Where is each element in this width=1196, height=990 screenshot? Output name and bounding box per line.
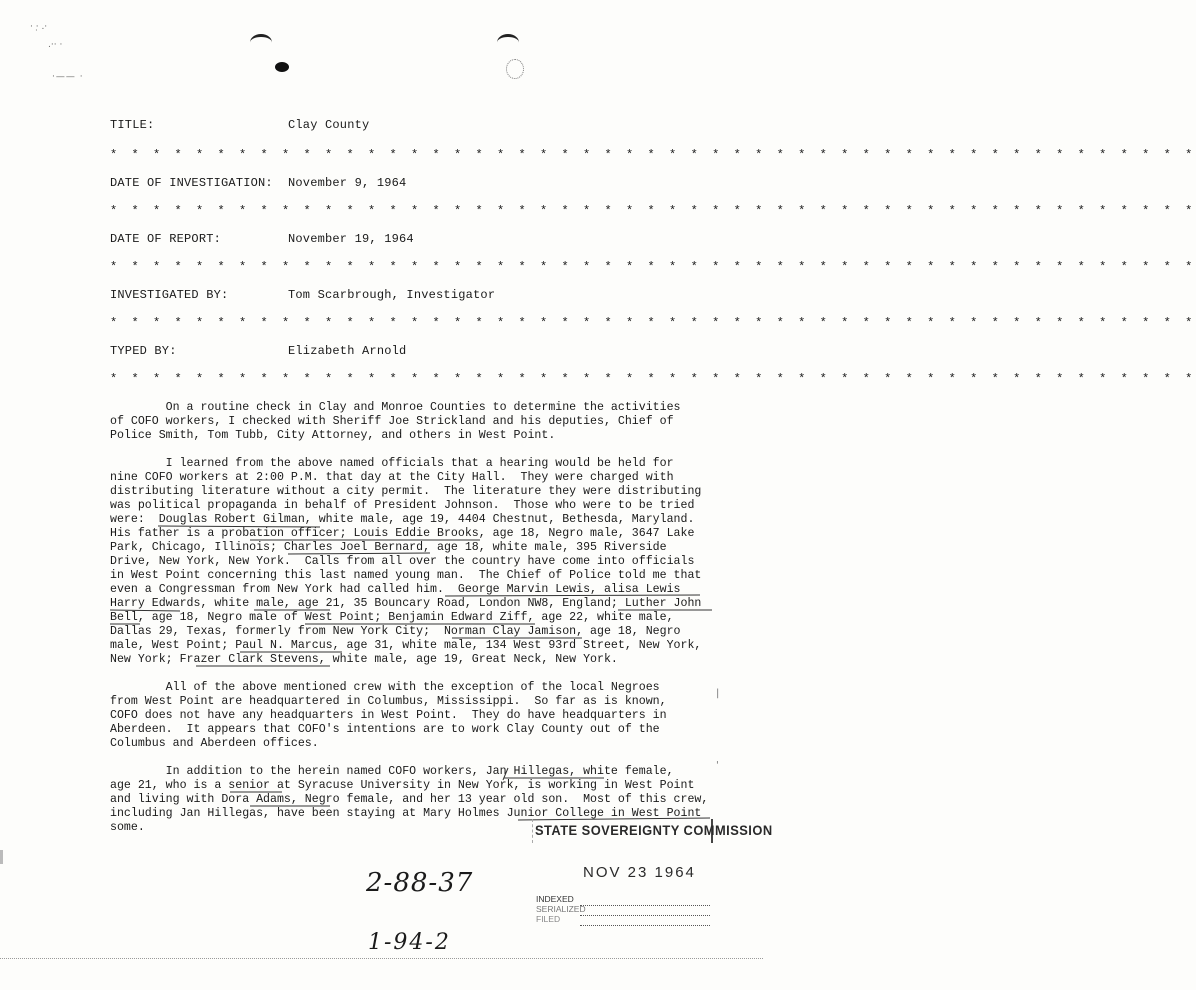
field-label: DATE OF INVESTIGATION: [110, 176, 273, 190]
field-label: TYPED BY: [110, 344, 177, 358]
separator-row: * * * * * * * * * * * * * * * * * * * * * * * * * * * * * * * * * * * * * * * * * * * * * * * * * * * [110, 372, 1196, 386]
bottom-rule [0, 958, 763, 959]
indexed-stamp: INDEXED [536, 894, 574, 904]
body-paragraph-2: I learned from the above named officials that a hearing would be held for nine COFO workers at 2:00 P.M. that day at the City Hall. They were charged with distributing literature without a city permit. The literature they were distributing was political propaganda in behalf of President Johnson. Those who were to be tried were: Douglas Robert Gilman, white male, age 19, 4404 Chestnut, Bethesda, Maryland. His father is a probation officer; Louis Eddie Brooks, age 18, Negro male, 3647 Lake Park, Chicago, Illinois; Charles Joel Bernard, age 18, white male, 395 Riverside Drive, New York, New York. Calls from all over the country have come into officials in West Point concerning this last named young man. The Chief of Police told me that even a Congressman from New York had called him. George Marvin Lewis, alisa Lewis Harry Edwards, white male, age 21, 35 Bouncary Road, London NW8, England; Luther John Bell, age 18, Negro male of West Point; Benjamin Edward Ziff, age 22, white male, Dallas 29, Texas, formerly from New York City; Norman Clay Jamison, age 18, Negro male, West Point; Paul N. Marcus, age 31, white male, 134 West 93rd Street, New York, New York; Frazer Clark Stevens, white male, age 19, Great Neck, New York. [110, 457, 702, 666]
field-label: TITLE: [110, 118, 155, 132]
corner-dash: ·—— · [52, 72, 84, 82]
separator-row: * * * * * * * * * * * * * * * * * * * * * * * * * * * * * * * * * * * * * * * * * * * * * * * * * * * [110, 316, 1196, 330]
field-value: Elizabeth Arnold [288, 344, 407, 358]
corner-specks-2: .·· · [48, 40, 63, 50]
handwritten-file-number: 2-88-37 [366, 868, 474, 898]
serialized-stamp: SERIALIZED [536, 904, 586, 914]
separator-row: * * * * * * * * * * * * * * * * * * * * * * * * * * * * * * * * * * * * * * * * * * * * * * * * * * * [110, 148, 1196, 162]
body-paragraph-3: All of the above mentioned crew with the exception of the local Negroes from West Point are headquartered in Columbus, Mississippi. So far as is known, COFO does not have any headquarters in West Point. They do have headquarters in Aberdeen. It appears that COFO's intentions are to work Clay County out of the Columbus and Aberdeen offices. [110, 681, 667, 750]
field-value: Tom Scarbrough, Investigator [288, 288, 496, 302]
field-label: DATE OF REPORT: [110, 232, 222, 246]
agency-stamp: STATE SOVEREIGNTY COMMISSION [535, 822, 773, 838]
separator-row: * * * * * * * * * * * * * * * * * * * * * * * * * * * * * * * * * * * * * * * * * * * * * * * * * * * [110, 260, 1196, 274]
index-line [580, 925, 710, 926]
margin-mark: ' [716, 760, 719, 771]
field-value: Clay County [288, 118, 370, 132]
index-line [580, 915, 710, 916]
field-value: November 19, 1964 [288, 232, 414, 246]
separator-row: * * * * * * * * * * * * * * * * * * * * * * * * * * * * * * * * * * * * * * * * * * * * * * * * * * * [110, 204, 1196, 218]
corner-specks: · ·̣ .· [30, 22, 48, 32]
field-label: INVESTIGATED BY: [110, 288, 229, 302]
received-date-stamp: NOV 23 1964 [583, 864, 696, 881]
index-line [580, 905, 710, 906]
filed-stamp: FILED [536, 914, 561, 924]
field-value: November 9, 1964 [288, 176, 407, 190]
margin-mark: | [716, 688, 720, 699]
edge-tick [0, 850, 3, 864]
handwritten-page-number: 1-94-2 [368, 930, 451, 955]
body-paragraph-4: In addition to the herein named COFO workers, Jan Hillegas, white female, age 21, who is a senior at Syracuse University in New York, is working in West Point and living with Dora Adams, Negro female, and her 13 year old son. Most of this crew, including Jan Hillegas, have been staying at Mary Holmes Junior College in West Point some. [110, 765, 709, 834]
body-paragraph-1: On a routine check in Clay and Monroe Counties to determine the activities of COFO workers, I checked with Sheriff Joe Strickland and his deputies, Chief of Police Smith, Tom Tubb, City Attorney, and others in West Point. [110, 401, 681, 442]
